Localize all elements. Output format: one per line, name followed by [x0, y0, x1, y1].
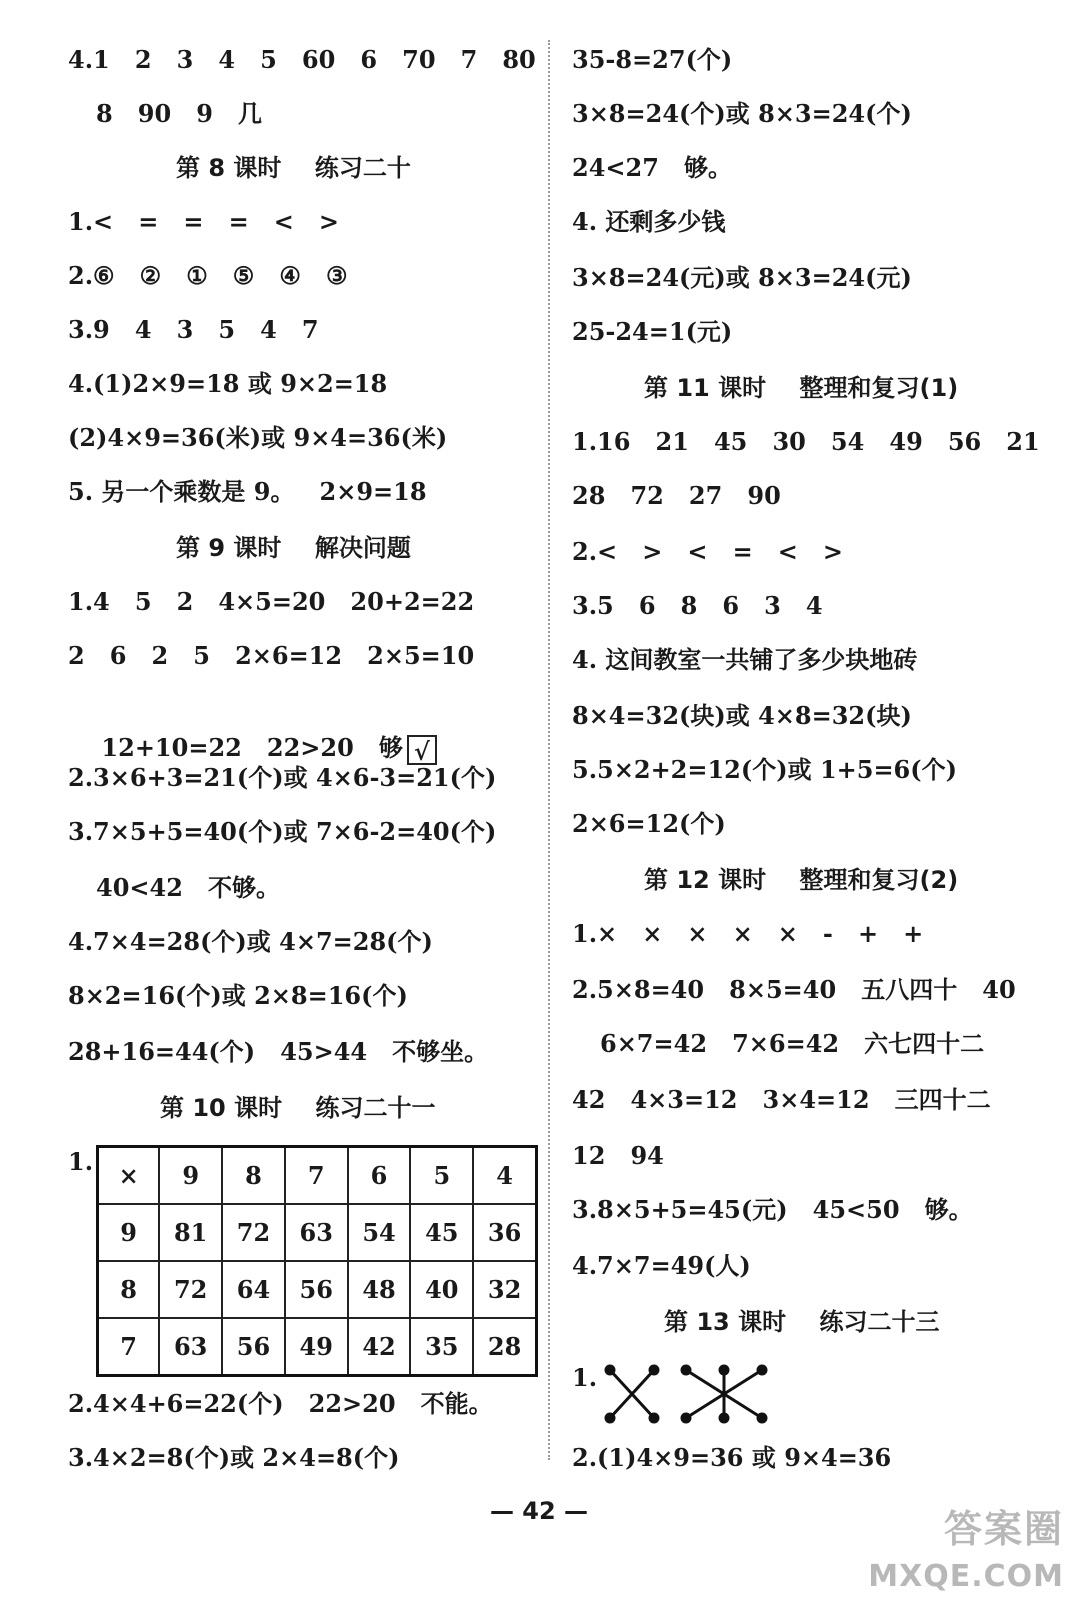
watermark-text: 答案圈 — [943, 1507, 1064, 1551]
table-cell: 63 — [159, 1318, 222, 1376]
table-cell: 28 — [473, 1318, 536, 1376]
answer-line: 24<27 够。 — [572, 153, 732, 182]
column-divider — [548, 40, 550, 1460]
table-cell: 6 — [348, 1147, 411, 1205]
answer-line: 40<42 不够。 — [96, 873, 280, 902]
lesson-heading: 第 10 课时 练习二十一 — [160, 1094, 436, 1122]
answer-line: 2.3×6+3=21(个)或 4×6-3=21(个) — [68, 763, 497, 792]
answer-line: 1.× × × × × - + + — [572, 919, 924, 948]
answer-line: 2×6=12(个) — [572, 809, 726, 838]
watermark-url: MXQE.COM — [868, 1559, 1064, 1594]
answer-line: 3.7×5+5=40(个)或 7×6-2=40(个) — [68, 817, 497, 846]
answer-line: 3×8=24(个)或 8×3=24(个) — [572, 99, 912, 128]
answer-line: 8×2=16(个)或 2×8=16(个) — [68, 981, 408, 1010]
table-cell: 54 — [348, 1204, 411, 1261]
answer-line: 2.< > < = < > — [572, 537, 844, 566]
table-row — [98, 1261, 537, 1318]
answer-line: 5. 另一个乘数是 9。 2×9=18 — [68, 477, 427, 506]
answer-line: 42 4×3=12 3×4=12 三四十二 — [572, 1085, 991, 1114]
answer-line: 4.1 2 3 4 5 60 6 70 7 80 — [68, 45, 536, 74]
table-cell: 4 — [473, 1147, 536, 1205]
table-cell: 32 — [473, 1261, 536, 1318]
table-cell: 35 — [410, 1318, 473, 1376]
question-number: 1. — [68, 1147, 94, 1176]
answer-line: 6×7=42 7×6=42 六七四十二 — [600, 1029, 985, 1058]
answer-line: 4. 这间教室一共铺了多少块地砖 — [572, 645, 918, 674]
answer-line: 8×4=32(块)或 4×8=32(块) — [572, 701, 912, 730]
answer-line: 2 6 2 5 2×6=12 2×5=10 — [68, 641, 475, 670]
answer-line: 2.4×4+6=22(个) 22>20 不能。 — [68, 1389, 493, 1418]
table-cell: 40 — [410, 1261, 473, 1318]
table-cell: 48 — [348, 1261, 411, 1318]
table-row — [98, 1147, 537, 1205]
table-cell: 36 — [473, 1204, 536, 1261]
table-cell: 56 — [222, 1318, 285, 1376]
table-cell: 63 — [285, 1204, 348, 1261]
matching-lines-diagram — [604, 1364, 774, 1424]
answer-line: 3.5 6 8 6 3 4 — [572, 591, 823, 620]
table-cell: 7 — [98, 1318, 160, 1376]
table-cell: 5 — [410, 1147, 473, 1205]
answer-line: 3.8×5+5=45(元) 45<50 够。 — [572, 1195, 973, 1224]
answer-line: 3.9 4 3 5 4 7 — [68, 315, 319, 344]
table-cell: 42 — [348, 1318, 411, 1376]
answer-line: 4. 还剩多少钱 — [572, 207, 726, 236]
table-row — [98, 1204, 537, 1261]
answer-line: 8 90 9 几 — [96, 99, 262, 128]
answer-line: 25-24=1(元) — [572, 317, 733, 346]
answer-line: 1.< = = = < > — [68, 207, 340, 236]
lesson-heading: 第 8 课时 练习二十 — [176, 154, 411, 182]
answer-line: 2.(1)4×9=36 或 9×4=36 — [572, 1443, 892, 1472]
table-cell: 81 — [159, 1204, 222, 1261]
table-cell: 8 — [98, 1261, 160, 1318]
answer-line: 4.(1)2×9=18 或 9×2=18 — [68, 369, 388, 398]
table-cell: 64 — [222, 1261, 285, 1318]
answer-line: 28+16=44(个) 45>44 不够坐。 — [68, 1037, 489, 1066]
multiplication-table — [96, 1145, 538, 1377]
answer-line: 4.7×7=49(人) — [572, 1251, 751, 1280]
table-cell: 7 — [285, 1147, 348, 1205]
table-row — [98, 1318, 537, 1376]
page-number: — 42 — — [489, 1497, 589, 1525]
answer-line: (2)4×9=36(米)或 9×4=36(米) — [68, 423, 448, 452]
answer-text: 12+10=22 22>20 够 — [101, 733, 403, 762]
answer-line: 4.7×4=28(个)或 4×7=28(个) — [68, 927, 433, 956]
answer-line: 2.5×8=40 8×5=40 五八四十 40 — [572, 975, 1016, 1004]
lesson-heading: 第 9 课时 解决问题 — [176, 534, 411, 562]
table-cell: 56 — [285, 1261, 348, 1318]
lesson-heading: 第 12 课时 整理和复习(2) — [644, 866, 959, 894]
answer-line: 28 72 27 90 — [572, 481, 781, 510]
answer-line: 2.⑥ ② ① ⑤ ④ ③ — [68, 261, 348, 290]
question-number: 1. — [572, 1363, 598, 1392]
answer-line: 3.4×2=8(个)或 2×4=8(个) — [68, 1443, 400, 1472]
watermark-logo — [868, 1498, 1064, 1594]
answer-line: 3×8=24(元)或 8×3=24(元) — [572, 263, 912, 292]
answer-line: 12 94 — [572, 1141, 664, 1170]
table-cell: 72 — [159, 1261, 222, 1318]
table-cell: × — [98, 1147, 160, 1205]
lesson-heading: 第 11 课时 整理和复习(1) — [644, 374, 959, 402]
answer-line: 5.5×2+2=12(个)或 1+5=6(个) — [572, 755, 957, 784]
table-cell: 45 — [410, 1204, 473, 1261]
table-cell: 49 — [285, 1318, 348, 1376]
table-cell: 8 — [222, 1147, 285, 1205]
answer-line: 1.16 21 45 30 54 49 56 21 — [572, 427, 1040, 456]
lesson-heading: 第 13 课时 练习二十三 — [664, 1308, 940, 1336]
answer-line: 1.4 5 2 4×5=20 20+2=22 — [68, 587, 475, 616]
table-cell: 72 — [222, 1204, 285, 1261]
table-cell: 9 — [159, 1147, 222, 1205]
table-cell: 9 — [98, 1204, 160, 1261]
check-box: √ — [407, 735, 437, 765]
answer-line: 35-8=27(个) — [572, 45, 733, 74]
